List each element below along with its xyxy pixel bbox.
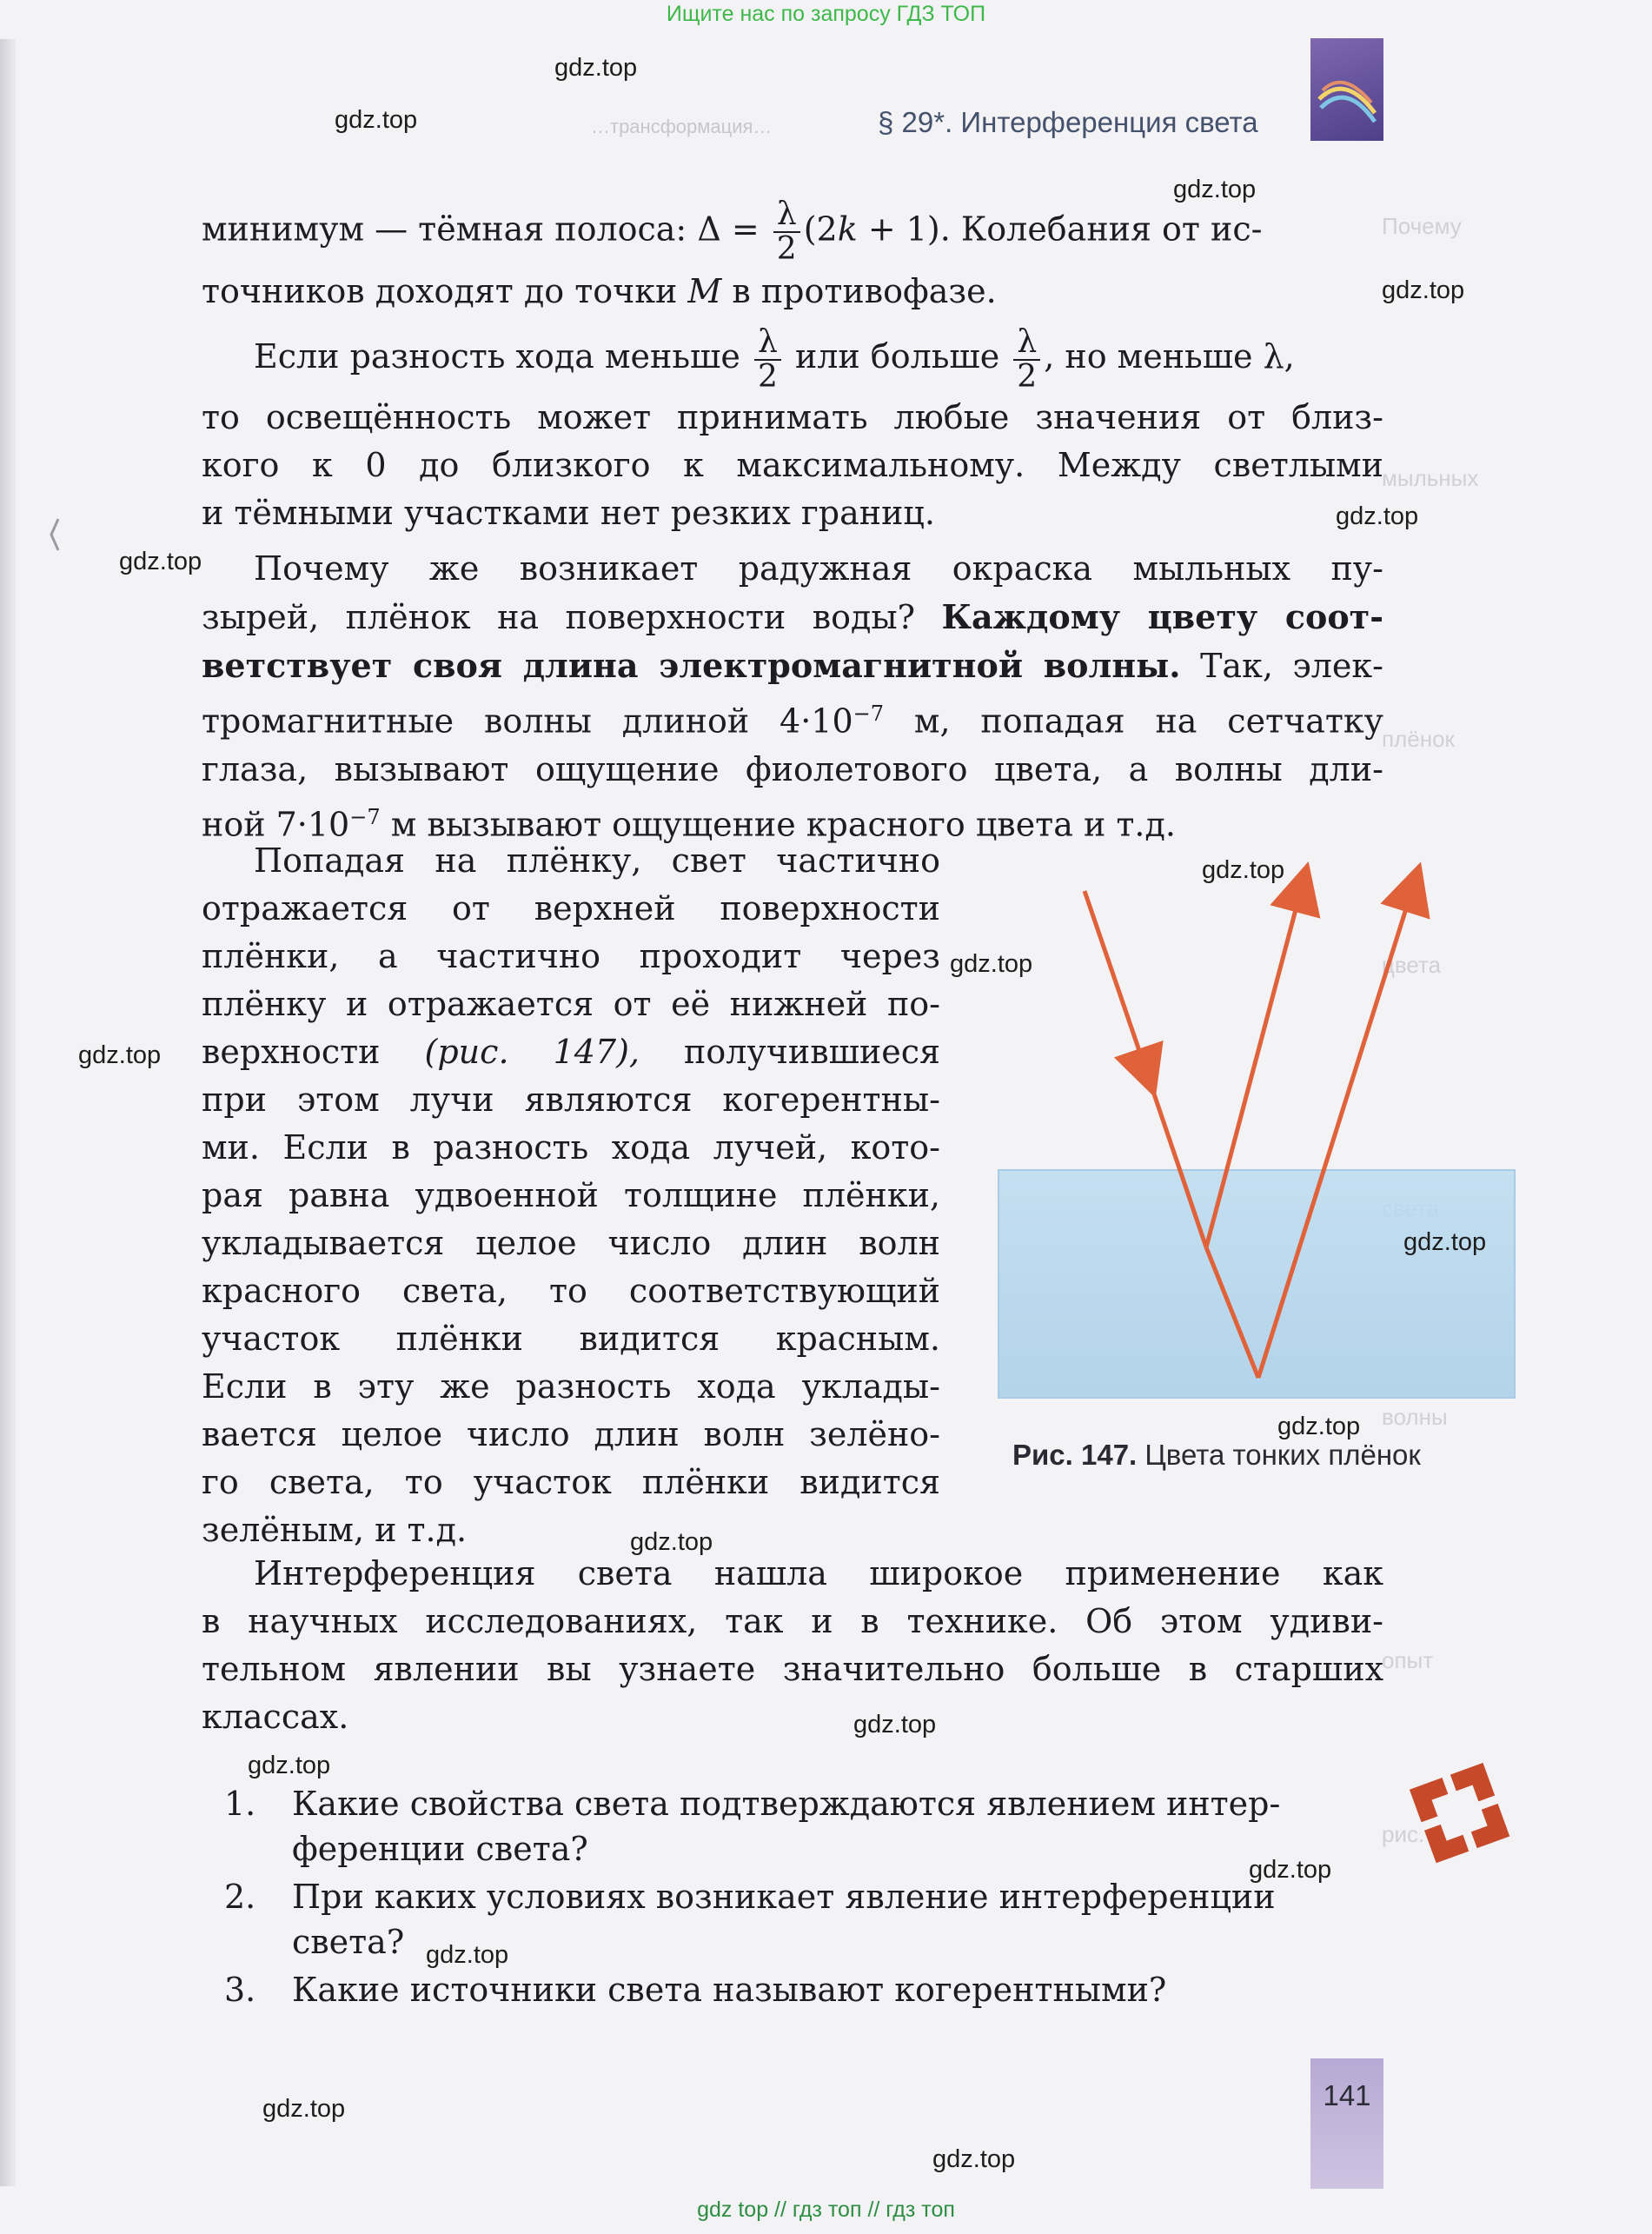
bleed-through-text: Почему мыльных плёнок цвета волны опыт рис.	[1382, 213, 1479, 1847]
margin-mark-icon	[48, 517, 63, 552]
watermark: gdz.top	[1249, 1856, 1332, 1884]
top-banner[interactable]: Ищите нас по запросу ГДЗ ТОП	[666, 2, 986, 26]
watermark: gdz.top	[1382, 276, 1465, 304]
figure-reference-link[interactable]: (рис. 147),	[424, 1033, 640, 1071]
watermark: gdz.top	[853, 1711, 937, 1739]
watermark: gdz.top	[1202, 856, 1285, 884]
header-ghost-text: …трансформация…	[591, 116, 773, 137]
reflected-ray-top	[1206, 887, 1302, 1247]
incident-ray	[1085, 891, 1147, 1074]
refracted-ray	[1206, 1247, 1258, 1378]
paragraph-3: Почему же возникает радужная окраска мыльных пу- зырей, плёнок на поверхности воды? Каждому цвету соот- ветствует своя длина электромагнитной волны. Так, элек- тромагнитные волны длиной $4\cdot 10^{-7}$ м, попадая на сетчатку глаза, вызывают ощущение фиолетового цвета, а волны дли- ной $7\cdot 10^{-7}$ м вызывают ощущение красного цвета и т.д.	[202, 549, 1383, 844]
page-number-tab	[1310, 2058, 1383, 2189]
watermark: gdz.top	[1336, 502, 1419, 530]
watermark: gdz.top	[932, 2145, 1016, 2173]
watermark: gdz.top	[335, 106, 418, 134]
watermark: gdz.top	[119, 548, 202, 575]
paragraph-1: минимум — тёмная полоса: Δ = $\frac{\lambda}{2}$ (2k + 1). Колебания от ис- точников доходят до точки M в противофазе.	[202, 196, 1263, 310]
light-rays-diagram	[998, 856, 1510, 1413]
watermark: gdz.top	[262, 2095, 346, 2123]
bottom-banner[interactable]: gdz top // гдз топ // гдз топ	[697, 2197, 955, 2222]
figure-caption: Рис. 147. Цвета тонких плёнок	[1012, 1439, 1421, 1471]
page-number: 141	[1323, 2079, 1371, 2111]
watermark: gdz.top	[630, 1528, 713, 1556]
watermark: gdz.top	[950, 950, 1033, 978]
page-edge	[0, 39, 16, 2186]
watermark: gdz.top	[1277, 1413, 1361, 1440]
paragraph-4: Попадая на плёнку, свет частично отражается от верхней поверхности плёнки, а частично проходит через плёнку и отражается от её нижней по- верхности (рис. 147), получившиеся при этом лучи являются когерентны- ми. Если в разность хода лучей, кото- рая равна удвоенной толщине плёнки, укладывается целое число длин волн красного света, то соответствующий участок плёнки видится красным. Если в эту же разность хода уклады- вается целое число длин волн зелёно- го света, то участок плёнки видится зелёным, и т.д.	[202, 841, 940, 1549]
watermark: gdz.top	[248, 1752, 331, 1779]
watermark: gdz.top	[426, 1941, 509, 1969]
watermark: gdz.top	[554, 54, 638, 82]
watermark: gdz.top	[1173, 176, 1257, 203]
spectrum-icon	[1310, 38, 1383, 141]
questions-logo-icon	[1397, 1756, 1528, 1886]
section-title: § 29*. Интерференция света	[878, 106, 1258, 138]
watermark: gdz.top	[1403, 1228, 1487, 1256]
paragraph-5: Интерференция света нашла широкое применение как в научных исследованиях, так и в технике. Об этом удиви- тельном явлении вы узнаете значительно больше в старших классах.	[202, 1554, 1383, 1736]
watermark: gdz.top	[78, 1041, 162, 1069]
paragraph-2: Если разность хода меньше $\frac{\lambda}{2}$ или больше $\frac{\lambda}{2}$ , но меньше λ, то освещённость может принимать любые значения от близ- кого к 0 до близкого к максимальному. Между светлыми и тёмными участками нет резких границ.	[202, 323, 1383, 532]
corner-logo	[1310, 38, 1383, 141]
incident-ray-continued	[1147, 1074, 1206, 1247]
